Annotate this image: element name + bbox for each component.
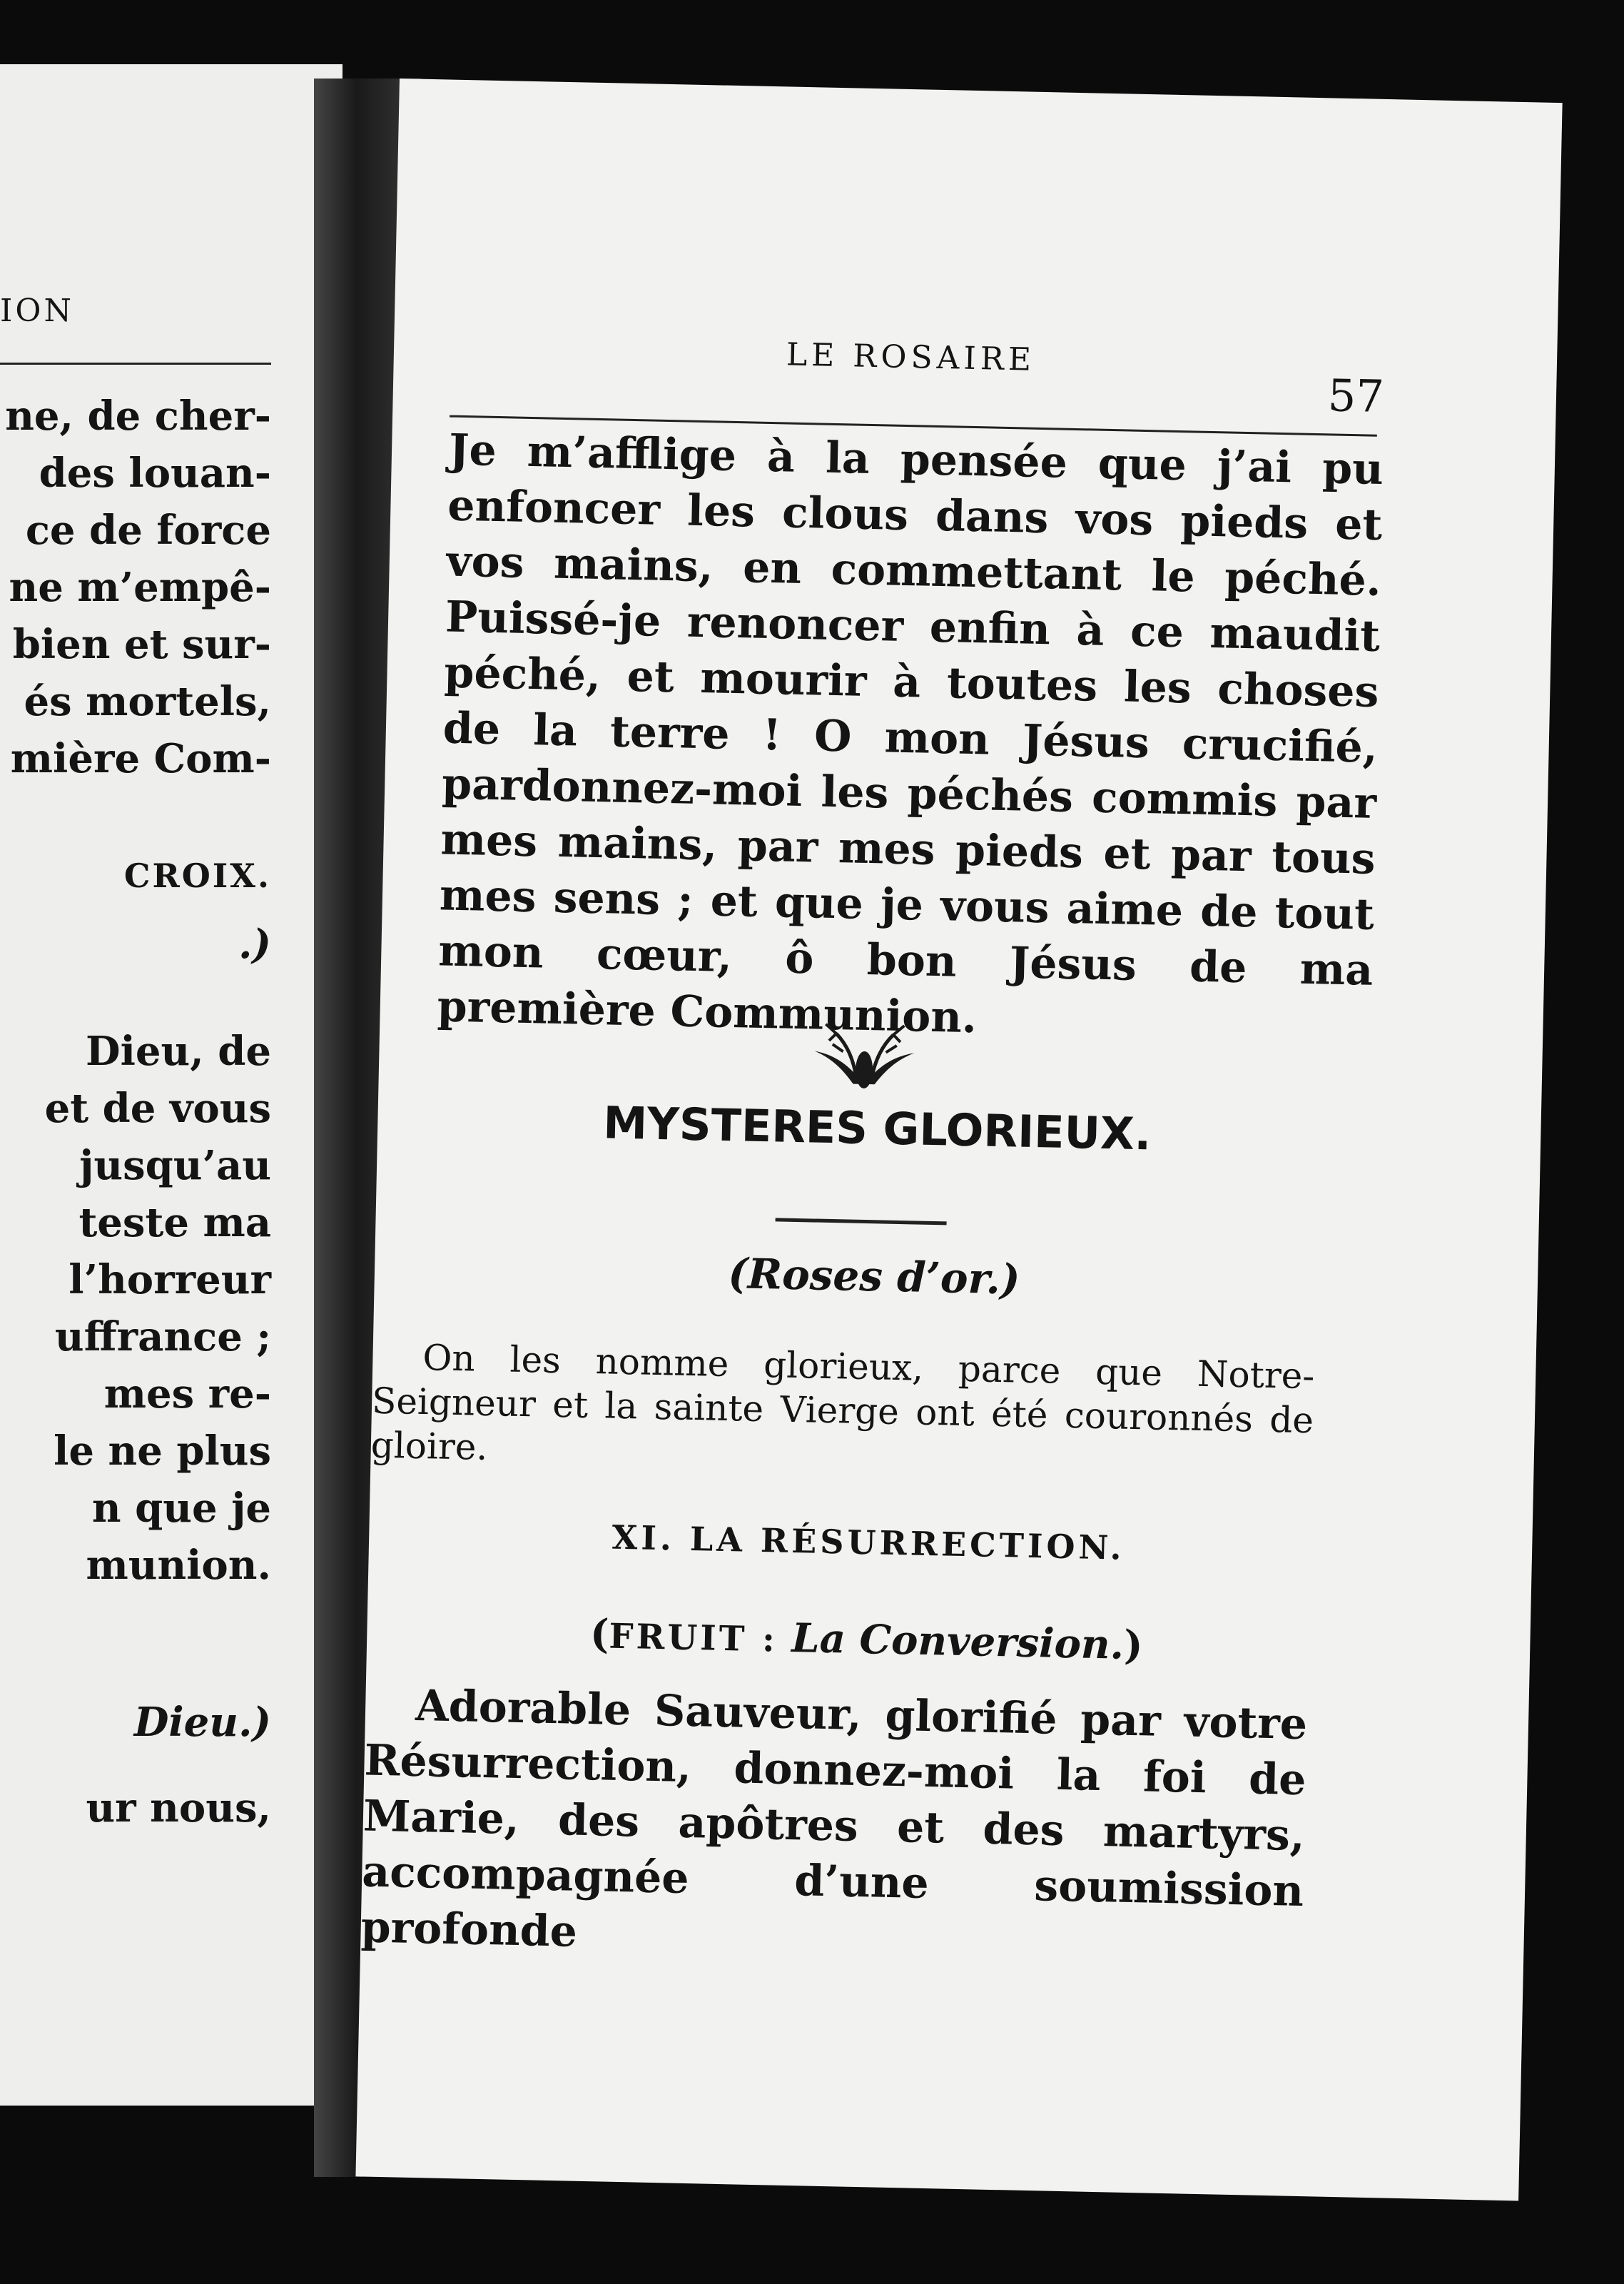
- section-note: On les nomme glorieux, parce que Notre-Seigneur et la sainte Vierge ont été couronnés de gloire.: [370, 1337, 1315, 1468]
- fruit-label: FRUIT :: [608, 1616, 778, 1660]
- left-line: Dieu.): [133, 1699, 271, 1746]
- page-number: 57: [1327, 369, 1385, 423]
- left-line: .): [238, 921, 271, 968]
- meditation-paragraph: Je m’afflige à la pensée que j’ai pu enfoncer les clous dans vos pieds et vos mains, en commettant le péché. Puissé-je renoncer enfin à ce maudit péché, et mourir à toutes les choses de la terre ! O mon Jésus crucifié, pardonnez-moi les péchés commis par mes mains, par mes pieds et par tous mes sens ; et que je vous aime de tout mon cœur, ô bon Jésus de ma première Communion.: [437, 425, 1384, 1044]
- left-line: ne, de cher-: [5, 393, 271, 440]
- left-line: teste ma: [78, 1199, 271, 1246]
- fruit-close-paren: ): [1123, 1621, 1144, 1669]
- left-line: n que je: [91, 1485, 271, 1532]
- prayer-paragraph: Adorable Sauveur, glorifié par votre Résurrection, donnez-moi la foi de Marie, des apôtres et des martyrs, accompagnée d’une soumission profonde: [360, 1680, 1308, 1957]
- fruit-value: La Conversion.: [791, 1614, 1125, 1669]
- fruit-open-paren: (: [589, 1610, 610, 1658]
- left-line: jusqu’au: [79, 1142, 271, 1189]
- section-rule: [776, 1218, 947, 1225]
- mystery-title: XI. LA RÉSURRECTION.: [611, 1517, 1126, 1567]
- running-head: LE ROSAIRE: [786, 336, 1036, 378]
- left-line: l’horreur: [68, 1256, 271, 1303]
- left-header-rule: [0, 363, 271, 365]
- section-title: MYSTERES GLORIEUX.: [602, 1096, 1152, 1161]
- mystery-fruit: [509, 1609, 1224, 1671]
- left-page: [0, 64, 342, 2106]
- left-page-header: ION: [0, 293, 74, 329]
- left-line: Dieu, de: [86, 1028, 271, 1075]
- left-line: bien et sur-: [12, 621, 271, 668]
- section-subtitle: (Roses d’or.): [727, 1249, 1021, 1304]
- left-line: mes re-: [103, 1370, 271, 1418]
- left-line: munion.: [86, 1542, 271, 1589]
- left-line: ur nous,: [86, 1784, 271, 1831]
- left-line: ce de force: [25, 507, 271, 554]
- floral-ornament-icon: [792, 1015, 936, 1096]
- left-line: des louan-: [39, 450, 271, 497]
- left-section-heading: CROIX.: [123, 856, 271, 895]
- left-line: le ne plus: [54, 1428, 271, 1475]
- left-line: ne m’empê-: [9, 564, 271, 611]
- left-line: és mortels,: [24, 678, 271, 725]
- left-line: et de vous: [44, 1085, 271, 1132]
- right-page: [355, 79, 1562, 2200]
- left-line: uffrance ;: [54, 1313, 271, 1360]
- left-line: mière Com-: [10, 735, 271, 782]
